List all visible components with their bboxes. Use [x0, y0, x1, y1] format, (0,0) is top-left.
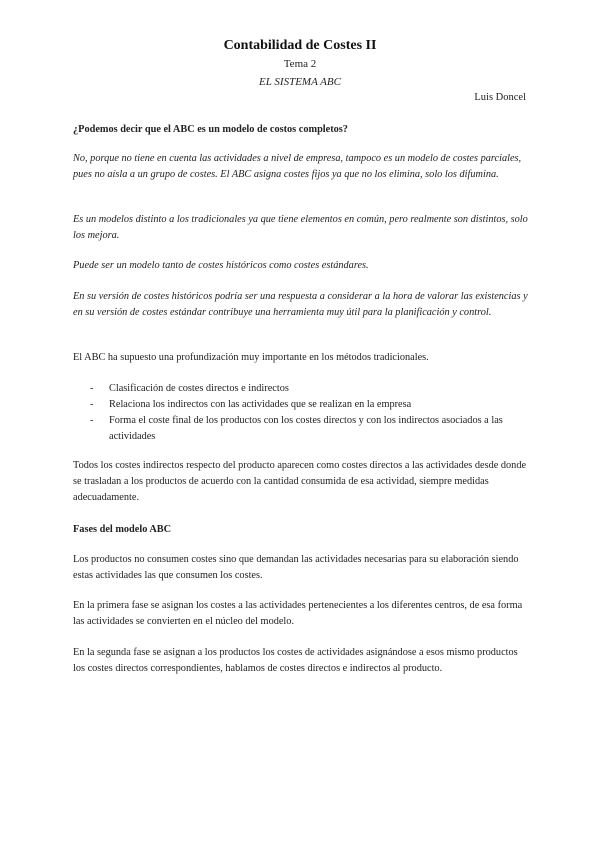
list-marker: - [90, 415, 94, 426]
list-marker: - [90, 383, 94, 394]
answer-paragraph: Puede ser un modelo tanto de costes históricos como costes estándares. [73, 260, 369, 271]
answer-paragraph: Es un modelos distinto a los tradicionales ya que tiene elementos en común, pero realmente son distintos, solo los mejora. [73, 214, 528, 241]
list-item [90, 397, 530, 413]
section-title: EL SISTEMA ABC [259, 76, 341, 88]
author-name: Luis Doncel [474, 92, 526, 103]
bullet-list [90, 381, 530, 445]
phases-paragraph: Los productos no consumen costes sino que demandan las actividades necesarias para su elaboración siendo estas actividades las que consumen los costes. [73, 554, 519, 581]
intro-paragraph: El ABC ha supuesto una profundización muy importante en los métodos tradicionales. [73, 352, 429, 363]
costs-paragraph: Todos los costes indirectos respecto del producto aparecen como costes directos a las actividades desde donde se trasladan a los productos de acuerdo con la cantidad consumida de esa actividad, siempre medidas adecuadamente. [73, 460, 527, 503]
phases-paragraph: En la segunda fase se asignan a los productos los costes de actividades asignándose a esos mismo productos los costes directos correspondientes, hablamos de costes directos e indirectos al producto. [73, 647, 518, 674]
question-heading: ¿Podemos decir que el ABC es un modelo de costos completos? [73, 124, 348, 135]
answer-paragraph: No, porque no tiene en cuenta las actividades a nivel de empresa, tampoco es un modelo de costes parciales, pues no aísla a un grupo de costes. El ABC asigna costes fijos ya que no los elimina, solo los difumina. [73, 153, 522, 180]
list-item-text: Clasificación de costes directos e indirectos [109, 383, 289, 394]
list-marker: - [90, 399, 94, 410]
answer-paragraph: En su versión de costes históricos podría ser una respuesta a considerar a la hora de valorar las existencias y en su versión de costes estándar contribuye una herramienta muy útil para la planificación y control. [73, 291, 528, 318]
list-item-text: Relaciona los indirectos con las actividades que se realizan en la empresa [109, 399, 412, 410]
phases-heading: Fases del modelo ABC [73, 524, 172, 535]
list-item [90, 413, 530, 445]
document-title: Contabilidad de Costes II [223, 38, 377, 53]
document-subtitle: Tema 2 [283, 58, 317, 70]
phases-paragraph: En la primera fase se asignan los costes a las actividades pertenecientes a los diferentes centros, de esa forma las actividades se convierten en el núcleo del modelo. [73, 600, 523, 627]
list-item [90, 381, 530, 397]
list-item-text: Forma el coste final de los productos con los costes directos y con los indirectos asociados a las actividades [109, 415, 503, 442]
